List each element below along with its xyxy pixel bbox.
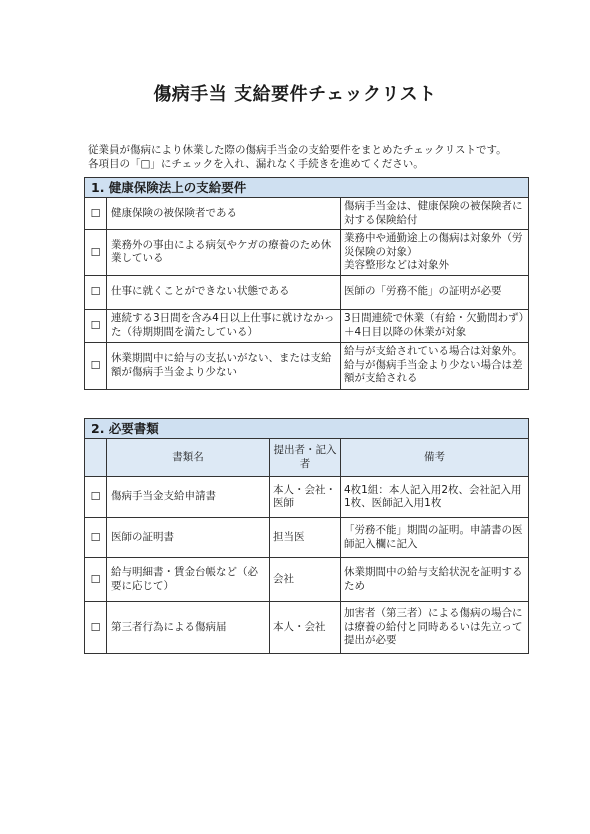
checkbox[interactable]: ☐ [85,558,107,602]
requirement-cell: 休業期間中に給与の支払いがない、または支給額が傷病手当金より少ない [107,342,341,389]
submitter-cell: 本人・会社 [270,602,341,654]
note-cell: 3日間連続で休業（有給・欠勤問わず）＋4日目以降の休業が対象 [341,309,529,342]
intro-line: 従業員が傷病により休業した際の傷病手当金の支給要件をまとめたチェックリストです。 [88,144,507,156]
remarks-cell: 加害者（第三者）による傷病の場合には療養の給付と同時あるいは先立って提出が必要 [341,602,529,654]
note-cell: 傷病手当金は、健康保険の被保険者に対する保険給付 [341,198,529,230]
document-name-cell: 第三者行為による傷病届 [107,602,270,654]
checkbox[interactable]: ☐ [85,230,107,276]
column-header-name: 書類名 [107,439,270,477]
checkbox[interactable]: ☐ [85,275,107,309]
intro-line: 各項目の「□」にチェックを入れ、漏れなく手続きを進めてください。 [88,158,424,170]
document-name-cell: 給与明細書・賃金台帳など（必要に応じて） [107,558,270,602]
requirements-table [84,177,529,390]
note-cell: 業務中や通勤途上の傷病は対象外（労災保険の対象） 美容整形などは対象外 [341,230,529,276]
section-heading: 1. 健康保険法上の支給要件 [85,178,529,198]
document-name-cell: 医師の証明書 [107,518,270,558]
requirement-cell: 業務外の事由による病気やケガの療養のため休業している [107,230,341,276]
table-row [85,275,529,309]
remarks-cell: 「労務不能」期間の証明。申請書の医師記入欄に記入 [341,518,529,558]
table-row [85,198,529,230]
table-header-row [85,439,529,477]
checkbox[interactable]: ☐ [85,342,107,389]
table-row [85,558,529,602]
note-cell: 給与が支給されている場合は対象外。給与が傷病手当金より少ない場合は差額が支給される [341,342,529,389]
table-row [85,602,529,654]
intro-text [88,143,528,171]
section-heading: 2. 必要書類 [85,419,529,439]
remarks-cell: 休業期間中の給与支給状況を証明するため [341,558,529,602]
submitter-cell: 本人・会社・医師 [270,477,341,518]
note-cell: 医師の「労務不能」の証明が必要 [341,275,529,309]
documents-table [84,418,529,654]
table-row [85,518,529,558]
submitter-cell: 担当医 [270,518,341,558]
checkbox[interactable]: ☐ [85,198,107,230]
checkbox[interactable]: ☐ [85,602,107,654]
column-header-check [85,439,107,477]
table-row [85,342,529,389]
column-header-submitter: 提出者・記入者 [270,439,341,477]
table-row [85,477,529,518]
checkbox[interactable]: ☐ [85,477,107,518]
document-name-cell: 傷病手当金支給申請書 [107,477,270,518]
checkbox[interactable]: ☐ [85,518,107,558]
remarks-cell: 4枚1組：本人記入用2枚、会社記入用1枚、医師記入用1枚 [341,477,529,518]
requirement-cell: 健康保険の被保険者である [107,198,341,230]
checkbox[interactable]: ☐ [85,309,107,342]
requirement-cell: 連続する3日間を含み4日以上仕事に就けなかった（待期期間を満たしている） [107,309,341,342]
requirement-cell: 仕事に就くことができない状態である [107,275,341,309]
submitter-cell: 会社 [270,558,341,602]
table-row [85,309,529,342]
table-row [85,230,529,276]
page-title: 傷病手当 支給要件チェックリスト [153,84,437,105]
column-header-remarks: 備考 [341,439,529,477]
